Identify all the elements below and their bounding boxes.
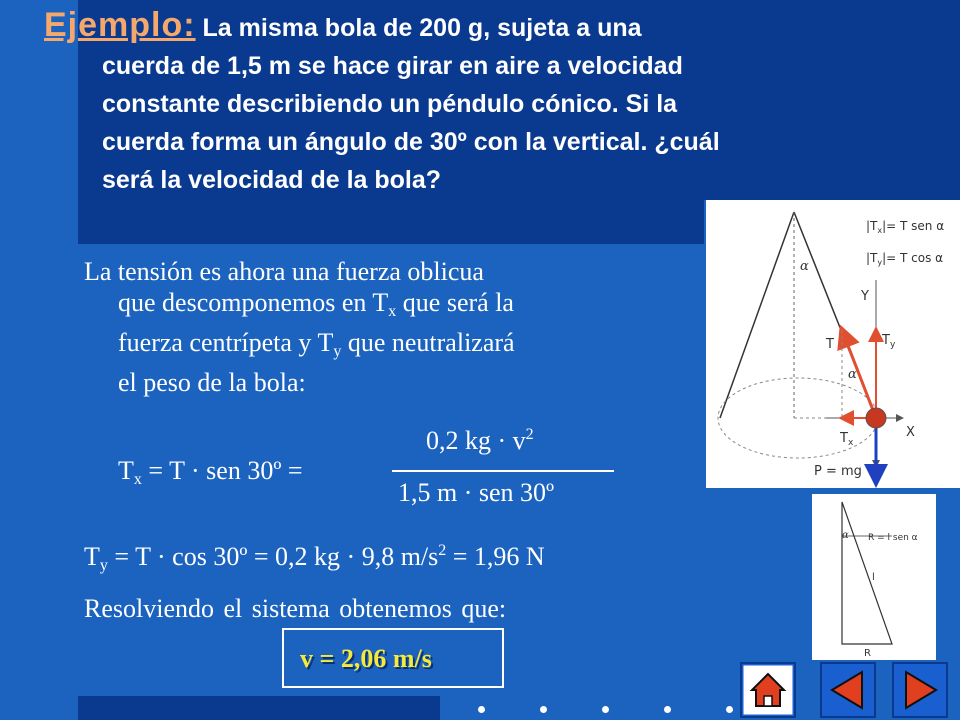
arrow-left-icon [822, 664, 874, 716]
y-axis-label: Y [861, 289, 869, 304]
previous-slide-button[interactable] [820, 662, 876, 718]
t-vector-label: T [826, 337, 834, 352]
statement-line-2: cuerda de 1,5 m se hace girar en aire a velocidad [102, 52, 683, 80]
home-icon [742, 664, 794, 716]
fraction-denominator: 1,5 m · sen 30º [398, 478, 555, 507]
triangle-r-label: R [864, 648, 871, 659]
explanation-paragraph: La tensión es ahora una fuerza oblicua que descomponemos en $T_x$ que será la fuerza centrípeta y $T_y$ que neutralizará el peso de la bola: [84, 257, 515, 397]
dot [726, 706, 733, 713]
weight-label: P = mg [814, 464, 862, 479]
x-axis-label: X [906, 425, 915, 440]
ty-formula: $|T_y|= T$ cos α [866, 251, 944, 267]
cone-left-edge [720, 212, 794, 418]
explanation [84, 256, 714, 398]
triangle-diagram [812, 494, 936, 660]
home-button[interactable] [740, 662, 796, 718]
example-label: Ejemplo: [44, 6, 196, 44]
triangle-shape [842, 502, 892, 644]
tx-equation: $T_x = T$ · sen 30º = [118, 456, 303, 488]
triangle-figure [812, 494, 936, 660]
tx-vector-label: $T_x$ [840, 431, 854, 448]
triangle-r-formula: R = l sen α [868, 533, 918, 543]
conical-pendulum-figure [706, 200, 960, 488]
triangle-l-label: l [872, 572, 875, 583]
dot [664, 706, 671, 713]
fraction-bar [392, 470, 614, 472]
statement-line-4: cuerda forma un ángulo de 30º con la vertical. ¿cuál [102, 128, 720, 156]
bottom-bar [78, 696, 440, 720]
pendulum-bob [866, 408, 886, 428]
arrow-right-icon [894, 664, 946, 716]
ty-vector-label: $T_y$ [882, 333, 896, 350]
tx-formula: $|T_x|= T$ sen α [866, 219, 945, 235]
answer-value: v = 2,06 m/s [300, 644, 432, 673]
alpha-label-top: α [800, 259, 809, 274]
dot [602, 706, 609, 713]
triangle-alpha: α [842, 530, 849, 541]
dot [540, 706, 547, 713]
statement-line-5: será la velocidad de la bola? [102, 166, 442, 194]
conical-pendulum-diagram [706, 200, 960, 488]
alpha-label-bob: α [848, 367, 857, 382]
problem-statement [44, 6, 924, 199]
ty-equation: $T_y = T \cdot \cos$ 30º = 0,2 kg · 9,8 $m/s^2 = 1,96$ N [84, 542, 545, 574]
statement-line-1: La misma bola de 200 g, sujeta a una [202, 14, 642, 42]
fraction-numerator: 0,2 kg · $v^2$ [426, 426, 534, 455]
next-slide-button[interactable] [892, 662, 948, 718]
dot [478, 706, 485, 713]
statement-line-3: constante describiendo un péndulo cónico. Si la [102, 90, 678, 118]
conclusion-text: Resolviendo el sistema obtenemos que: [84, 594, 507, 623]
